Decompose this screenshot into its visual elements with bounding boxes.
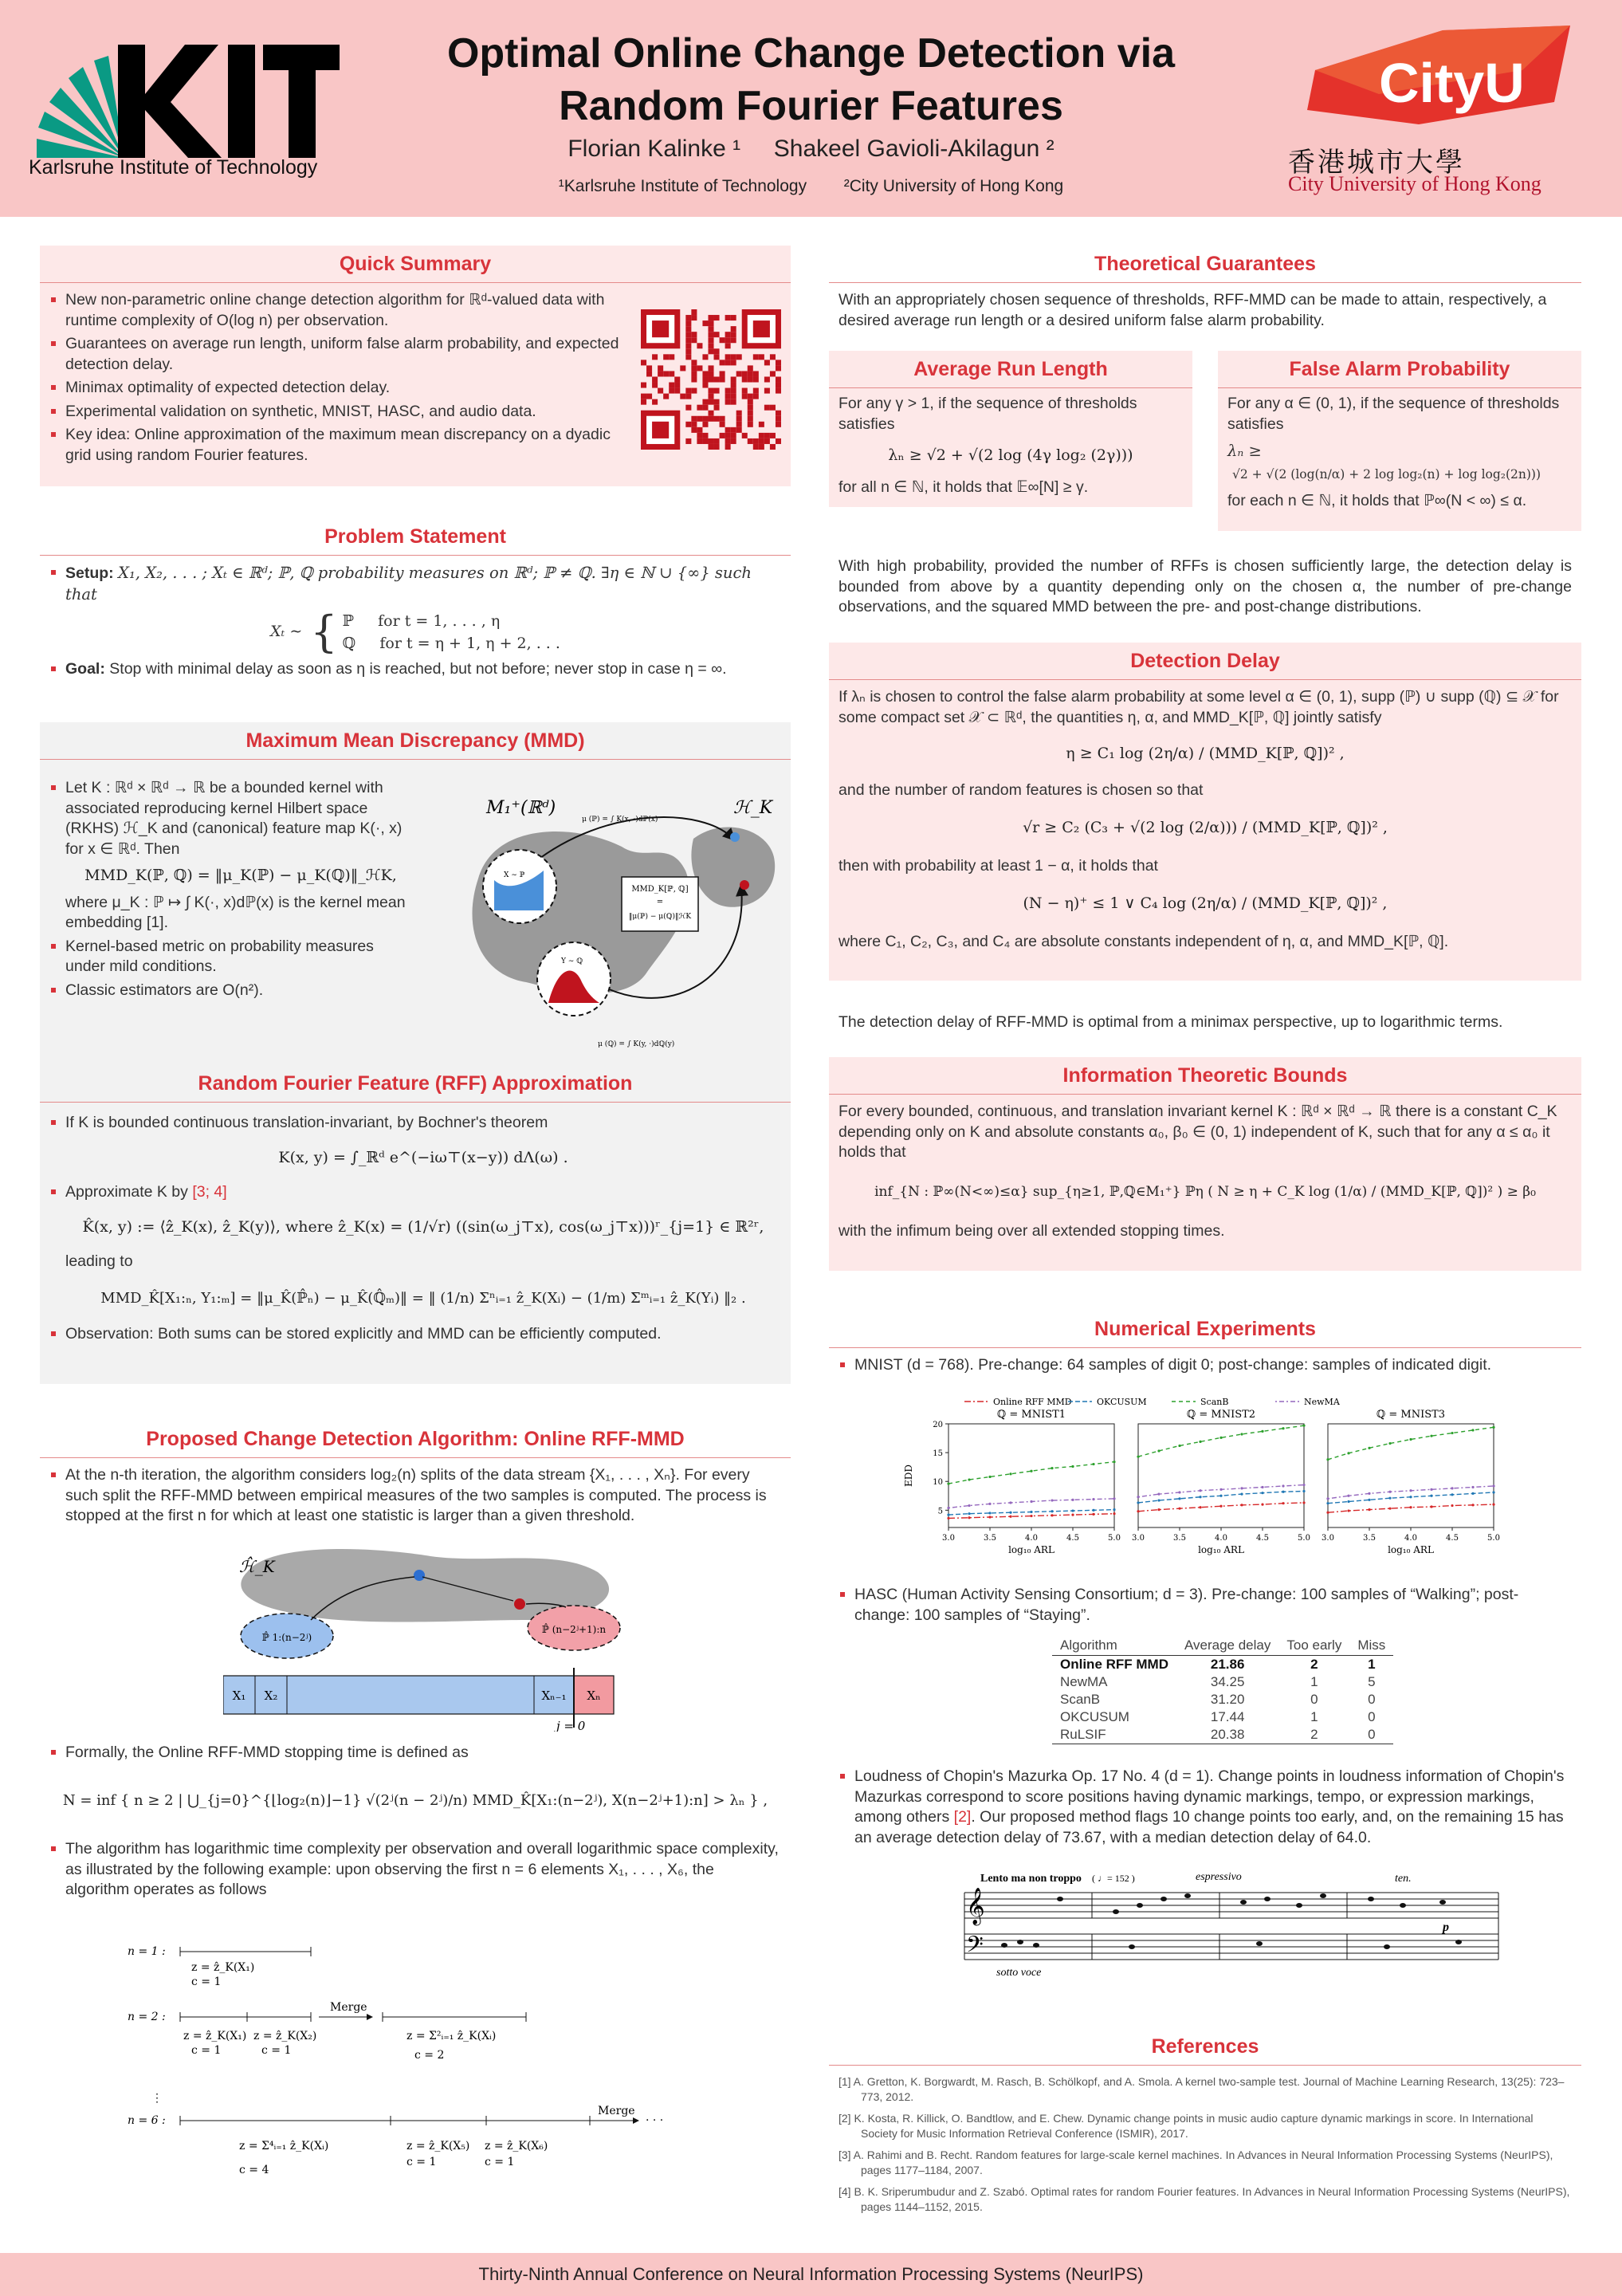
svg-text:z = Σ²ᵢ₌₁ ẑ_K(Xᵢ): z = Σ²ᵢ₌₁ ẑ_K(Xᵢ) [406, 2030, 497, 2042]
x-tick-label: 4.5 [1446, 1534, 1459, 1543]
svg-text:z = ẑ_K(X₁): z = ẑ_K(X₁) [191, 1961, 255, 1974]
rff-bullet-3: Observation: Both sums can be stored explicitly and MMD can be efficiently computed. [49, 1324, 781, 1345]
theory-panel [829, 246, 1581, 349]
table-cell: 21.86 [1210, 1657, 1245, 1672]
problem-title: Problem Statement [40, 518, 791, 556]
fig-box-line1: MMD_K[ℙ, ℚ] [631, 885, 689, 894]
svg-text:c = 1: c = 1 [191, 1976, 222, 1988]
svg-text:c = 1: c = 1 [261, 2044, 292, 2057]
delay-title: Detection Delay [829, 643, 1581, 680]
hasc-table-wrap [1052, 1636, 1393, 1744]
y-tick-label: 10 [933, 1478, 943, 1488]
data-point [1368, 1447, 1370, 1449]
fig-p-label: X ∼ ℙ [504, 871, 525, 879]
data-point [1051, 1467, 1053, 1469]
x-tick-label: 3.5 [1173, 1534, 1186, 1543]
svg-text:Merge: Merge [598, 2105, 635, 2117]
data-point [1219, 1495, 1222, 1497]
data-point [1368, 1499, 1370, 1501]
data-point [1302, 1425, 1305, 1427]
data-point [1113, 1461, 1115, 1463]
delay-after-text: The detection delay of RFF-MMD is optimal from a minimax perspective, up to logarithmic terms. [838, 1013, 1503, 1031]
theory-title: Theoretical Guarantees [829, 246, 1581, 283]
data-point [988, 1516, 991, 1518]
table-cell: Online RFF MMD [1060, 1657, 1168, 1672]
table-cell: 2 [1278, 1726, 1349, 1744]
data-point [1092, 1509, 1094, 1512]
data-point [968, 1478, 970, 1480]
data-point [1178, 1491, 1180, 1493]
data-point [1409, 1489, 1412, 1492]
arl-panel: Average Run Length For any γ > 1, if the sequence of thresholds satisfies λₙ ≥ √2 + √(2 log (4γ log₂ (2γ))) for all n ∈ ℕ, it holds that 𝔼∞[N] ≥ γ. [829, 351, 1192, 507]
reference-item: [3] A. Rahimi and B. Recht. Random features for large-scale kernel machines. In Advances in Neural Information Processing Systems (NeurIPS), pages 1177–1184, 2007. [838, 2149, 1553, 2176]
references-panel [829, 2028, 1581, 2219]
score-espressivo: espressivo [1196, 1871, 1242, 1883]
cityu-wordmark: CityU [1379, 52, 1525, 114]
x-tick-label: 3.5 [1363, 1534, 1376, 1543]
x-tick-label: 3.5 [984, 1534, 996, 1543]
data-point [1240, 1433, 1243, 1435]
data-point [968, 1516, 970, 1519]
data-point [1302, 1490, 1305, 1492]
rff-panel [40, 1065, 791, 1384]
table-cell: 1 [1368, 1657, 1376, 1672]
title-line-1: Optimal Online Change Detection via [446, 30, 1176, 77]
table-cell: 34.25 [1210, 1674, 1245, 1689]
svg-text:z = ẑ_K(X₆): z = ẑ_K(X₆) [485, 2140, 548, 2152]
data-point [1199, 1496, 1201, 1498]
score-tenuto: ten. [1395, 1873, 1412, 1885]
data-point [1388, 1497, 1391, 1500]
table-cell: 20.38 [1176, 1726, 1278, 1744]
y-tick-label: 5 [937, 1507, 943, 1516]
table-cell: 0 [1368, 1709, 1376, 1724]
table-header: Algorithm [1052, 1636, 1176, 1656]
algorithm-title: Proposed Change Detection Algorithm: Online RFF-MMD [40, 1421, 791, 1458]
theory-middle-text: With high probability, provided the number of RFFs is chosen sufficiently large, the detection delay is bounded from above by a quantity depending only on the chosen α, the number of pre-change observations, and the squared MMD between the pre- and post-change distributions. [838, 557, 1572, 615]
table-header: Miss [1349, 1636, 1393, 1656]
algo-bullet-2: Formally, the Online RFF-MMD stopping time is defined as [49, 1743, 781, 1763]
x-tick-label: 4.0 [1404, 1534, 1417, 1543]
data-point [1282, 1502, 1284, 1504]
data-point [1009, 1512, 1011, 1514]
x-axis-label: log₁₀ ARL [1008, 1544, 1054, 1555]
table-header: Average delay [1176, 1636, 1278, 1656]
data-point [1430, 1488, 1432, 1491]
data-point [1471, 1486, 1474, 1488]
x-tick-label: 4.0 [1025, 1534, 1038, 1543]
data-point [1030, 1515, 1032, 1517]
data-point [988, 1512, 991, 1514]
table-cell: 17.44 [1210, 1709, 1245, 1724]
x-tick-label: 5.0 [1298, 1534, 1310, 1543]
table-header: Too early [1278, 1636, 1349, 1656]
problem-equation: Xₜ ∼ { ℙ for t = 1, . . . , η ℚ for t = η + 1, η + 2, . . . [270, 607, 560, 657]
poster-title [383, 27, 1239, 132]
data-point [1368, 1492, 1370, 1495]
data-point [1030, 1470, 1032, 1472]
data-point [947, 1517, 949, 1520]
data-point [1282, 1427, 1284, 1429]
fig-box-line3: ‖μ(ℙ) − μ(ℚ)‖ℋK [628, 913, 692, 921]
qr-code [641, 309, 781, 450]
legend-label: NewMA [1304, 1397, 1340, 1407]
data-point [1388, 1442, 1391, 1445]
data-point [1347, 1500, 1349, 1503]
cityu-english-name: City University of Hong Kong [1288, 172, 1541, 195]
data-point [1137, 1501, 1139, 1504]
poster-header [0, 0, 1622, 217]
svg-text:c = 1: c = 1 [191, 2044, 222, 2057]
algo-figure [223, 1540, 701, 1732]
data-point [947, 1507, 949, 1509]
data-point [1368, 1508, 1370, 1511]
chopin-bullet: Loudness of Chopin's Mazurka Op. 17 No. 4 (d = 1). Change points in loudness information of Chopin's Mazurkas correspond to score positions having dynamic markings, tempo, or expression markings, among others [2]. Our proposed method flags 10 change points too early, and, on the remaining 15 has an average detection delay of 73.67, with a median detection delay of 64.0. [838, 1767, 1572, 1848]
mmd-figure [462, 791, 781, 1054]
data-point [1240, 1493, 1243, 1496]
mmd-bullet-1: Let K : ℝᵈ × ℝᵈ → ℝ be a bounded kernel with associated reproducing kernel Hilbert space (RKHS) ℋ_K and (canonical) feature map K(·, x) for x ∈ ℝᵈ. Then MMD_K(ℙ, ℚ) = ‖μ_K(ℙ) − μ_K(ℚ)‖_ℋK, where μ_K : ℙ ↦ ∫ K(·, x)dℙ(x) is the kernel mean embedding [1]. [49, 778, 416, 934]
data-point [1326, 1502, 1329, 1504]
data-point [1113, 1512, 1115, 1515]
data-point [1451, 1487, 1453, 1489]
data-point [1178, 1508, 1180, 1510]
footer-conference: Thirty-Ninth Annual Conference on Neural Information Processing Systems (NeurIPS) [0, 2253, 1622, 2296]
x-tick-label: 4.0 [1215, 1534, 1227, 1543]
score-tempo: Lento ma non troppo [980, 1873, 1082, 1885]
data-point [1492, 1484, 1494, 1487]
data-point [1261, 1430, 1263, 1433]
svg-text:n = 6 :: n = 6 : [128, 2114, 166, 2127]
data-point [1347, 1452, 1349, 1454]
table-row [1052, 1708, 1393, 1726]
data-point [1409, 1506, 1412, 1508]
table-cell: 31.20 [1210, 1692, 1245, 1707]
rff-bullet-2: Approximate K by [3; 4] K̂(x, y) := ⟨ẑ_K(x), ẑ_K(y)⟩, where ẑ_K(x) = (1/√r) ((sin(ω_j⊤x), cos(ω_j⊤x)))ʳ_{j=1} ∈ ℝ²ʳ, leading to MMD_K̂[X₁:ₙ, Y₁:ₘ] = ‖μ_K̂(ℙ̂ₙ) − μ_K̂(ℚ̂ₘ)‖ = ‖ (1/n) Σⁿᵢ₌₁ ẑ_K(Xᵢ) − (1/m) Σᵐᵢ₌₁ ẑ_K(Yᵢ) ‖₂ . [49, 1182, 781, 1308]
data-point [1199, 1489, 1201, 1492]
data-point [1051, 1510, 1053, 1512]
algo-example-figure [128, 1931, 701, 2194]
fig-cell-1: X₁ [232, 1689, 246, 1703]
svg-text:c = 1: c = 1 [406, 2156, 437, 2168]
data-point [1092, 1463, 1094, 1465]
data-point [1157, 1449, 1160, 1452]
data-point [988, 1503, 991, 1505]
data-point [1471, 1504, 1474, 1506]
data-point [1430, 1505, 1432, 1508]
table-cell: ScanB [1060, 1692, 1101, 1707]
data-point [1326, 1512, 1329, 1514]
table-cell: 2 [1310, 1657, 1318, 1672]
quick-summary-bullet: Minimax optimality of expected detection delay. [49, 378, 631, 399]
reference-item: [1] A. Gretton, K. Borgwardt, M. Rasch, B. Schölkopf, and A. Smola. A kernel two-sample test. Journal of Machine Learning Research, 13(25): 723–773, 2012. [838, 2075, 1565, 2103]
data-point [1199, 1506, 1201, 1508]
svg-text:z = ẑ_K(X₂): z = ẑ_K(X₂) [253, 2030, 317, 2042]
data-point [1092, 1498, 1094, 1500]
score-sotto-voce: sotto voce [996, 1967, 1042, 1979]
fap-panel: False Alarm Probability For any α ∈ (0, 1), if the sequence of thresholds satisfies λₙ ≥ √2 + √(2 (log(n/α) + 2 log log₂(n) + log log₂(2n))) for each n ∈ ℕ, it holds that ℙ∞(N < ∞) ≤ α. [1218, 351, 1581, 531]
kit-name: Karlsruhe Institute of Technology [29, 156, 318, 179]
mmd-title: Maximum Mean Discrepancy (MMD) [40, 722, 791, 760]
fig-cell-n: Xₙ [587, 1689, 601, 1703]
data-point [1471, 1429, 1474, 1431]
mnist-chart [901, 1392, 1506, 1575]
data-point [1261, 1486, 1263, 1488]
delay-panel: Detection Delay If λₙ is chosen to control the false alarm probability at some level α ∈ (0, 1), supp (ℙ) ∪ supp (ℚ) ⊆ 𝒳 for some compact set 𝒳 ⊂ ℝᵈ, the quantities η, α, and MMD_K[ℙ, ℚ] jointly satisfy η ≥ C₁ log (2η/α) / (MMD_K[ℙ, ℚ])² , and the number of random features is chosen so that √r ≥ C₂ (C₃ + √(2 log (2/α))) / (MMD_K[ℙ, ℚ])² , then with probability at least 1 − α, it holds that (N − η)⁺ ≤ 1 ∨ C₄ log (2η/α) / (MMD_K[ℙ, ℚ])² , where C₁, C₂, C₃, and C₄ are absolute constants independent of η, α, and MMD_K[ℙ, ℚ]. [829, 643, 1581, 981]
fig-cell-2: X₂ [264, 1689, 278, 1703]
mmd-bullet-2: Kernel-based metric on probability measures under mild conditions. [49, 937, 416, 977]
quick-summary-bullet: Experimental validation on synthetic, MNIST, HASC, and audio data. [49, 402, 631, 423]
x-tick-label: 3.0 [942, 1534, 955, 1543]
data-point [1219, 1437, 1222, 1439]
svg-text:c = 2: c = 2 [414, 2049, 445, 2062]
table-cell: NewMA [1060, 1674, 1108, 1689]
svg-text:z = ẑ_K(X₅): z = ẑ_K(X₅) [406, 2140, 470, 2152]
algorithm-panel [40, 1421, 791, 2234]
svg-text:z = ẑ_K(X₁): z = ẑ_K(X₁) [183, 2030, 247, 2042]
arl-title: Average Run Length [829, 351, 1192, 388]
data-point [1240, 1504, 1243, 1506]
fig-cell-n-1: Xₙ₋₁ [541, 1689, 567, 1703]
svg-text:⋮: ⋮ [151, 2092, 163, 2105]
table-cell: OKCUSUM [1060, 1709, 1129, 1724]
table-cell: 0 [1368, 1692, 1376, 1707]
y-tick-label: 15 [933, 1449, 943, 1459]
data-point [1051, 1514, 1053, 1516]
svg-text:𝄞: 𝄞 [966, 1888, 985, 1924]
fig-top-map: μ (ℙ) = ∫ K(x, ·)dℙ(x) [582, 816, 658, 824]
references-title: References [829, 2028, 1581, 2066]
fig-p-right: ℙ̂ (n−2ʲ+1):n [541, 1624, 607, 1635]
theory-intro: With an appropriately chosen sequence of thresholds, RFF-MMD can be made to attain, respectively, a desired average run length or a desired uniform false alarm probability. [838, 291, 1547, 329]
svg-text:z = Σ⁴ᵢ₌₁ ẑ_K(Xᵢ): z = Σ⁴ᵢ₌₁ ẑ_K(Xᵢ) [239, 2140, 329, 2152]
table-cell: RuLSIF [1052, 1726, 1176, 1744]
data-point [1219, 1505, 1222, 1508]
setup-bullet: Setup: X₁, X₂, . . . ; Xₜ ∈ ℝᵈ; ℙ, ℚ probability measures on ℝᵈ; ℙ ≠ ℚ. ∃η ∈ ℕ ∪ {∞} such that [49, 563, 781, 605]
data-point [1388, 1508, 1391, 1510]
goal-bullet: Goal: Stop with minimal delay as soon as η is reached, but not before; never stop in case η = ∞. [49, 659, 781, 680]
data-point [1492, 1491, 1494, 1493]
svg-text:n = 2 :: n = 2 : [128, 2011, 166, 2023]
data-point [1092, 1513, 1094, 1516]
chopin-score [948, 1869, 1506, 1980]
reference-item: [2] K. Kosta, R. Killick, O. Bandtlow, and E. Chew. Dynamic change points in music audio capture dynamic markings in score. In International Society for Music Information Retrieval Conference (ISMIR), 2017. [838, 2112, 1534, 2140]
data-point [1030, 1500, 1032, 1503]
fig-hk-label: ℋ̂_K [239, 1557, 275, 1576]
data-point [1347, 1495, 1349, 1497]
y-tick-label: 20 [933, 1421, 943, 1429]
data-point [1492, 1504, 1494, 1506]
table-row [1052, 1656, 1393, 1674]
info-title: Information Theoretic Bounds [829, 1057, 1581, 1095]
data-point [1492, 1426, 1494, 1429]
panel-frame [1138, 1424, 1304, 1527]
data-point [1071, 1465, 1074, 1468]
data-point [1009, 1472, 1011, 1475]
data-point [1137, 1456, 1139, 1458]
fap-title: False Alarm Probability [1218, 351, 1581, 388]
algo-bullet-1: At the n-th iteration, the algorithm considers log₂(n) splits of the data stream {X₁, . . . , Xₙ}. For every such split the RFF-MMD between empirical measures of the two samples is computed. The process is stopped at the first n for which at least one statistic is larger than a given threshold. [49, 1465, 781, 1527]
data-point [1157, 1499, 1160, 1501]
table-row [1052, 1691, 1393, 1708]
data-point [1302, 1484, 1305, 1486]
table-cell: 1 [1310, 1709, 1318, 1724]
table-row [1052, 1673, 1393, 1691]
quick-summary-bullet: Key idea: Online approximation of the maximum mean discrepancy on a dyadic grid using random Fourier features. [49, 425, 631, 466]
mmd-panel [40, 722, 791, 1068]
data-point [1113, 1497, 1115, 1500]
experiments-panel [829, 1311, 1581, 1988]
data-point [1388, 1491, 1391, 1493]
data-point [1030, 1511, 1032, 1513]
rff-title: Random Fourier Feature (RFF) Approximation [40, 1065, 791, 1103]
fig-j-label: j = 0 [556, 1719, 586, 1732]
reference-item: [4] B. K. Sriperumbudur and Z. Szabó. Optimal rates for random Fourier features. In Advances in Neural Information Processing Systems (NeurIPS), pages 1144–1152, 2015. [838, 2185, 1570, 2213]
data-point [1347, 1509, 1349, 1512]
problem-statement-panel [40, 518, 791, 686]
score-piano-mark: p [1443, 1921, 1449, 1934]
fig-bottom-map: μ (ℚ) = ∫ K(y, ·)dℚ(y) [598, 1040, 675, 1048]
data-point [1471, 1492, 1474, 1495]
data-point [1137, 1510, 1139, 1512]
fig-left-label: M₁⁺(ℝᵈ) [486, 798, 556, 818]
data-point [988, 1476, 991, 1478]
data-point [1302, 1501, 1305, 1504]
references-list [838, 2074, 1572, 2221]
cityu-chinese-name: 香港城市大學 [1288, 147, 1465, 179]
fig-right-label: ℋ_K [733, 798, 773, 818]
svg-text:c = 1: c = 1 [485, 2156, 515, 2168]
x-tick-label: 3.0 [1322, 1534, 1334, 1543]
data-point [1071, 1514, 1074, 1516]
algo-bullet-3: The algorithm has logarithmic time complexity per observation and overall logarithmic space complexity, as illustrated by the following example: upon observing the first n = 6 elements X₁, . . . , X₆, the algorithm operates as follows [49, 1839, 781, 1901]
svg-text:n = 1 :: n = 1 : [128, 1945, 166, 1958]
table-row [1052, 1726, 1393, 1744]
x-tick-label: 4.5 [1066, 1534, 1079, 1543]
data-point [1178, 1445, 1180, 1447]
score-metronome: ( ♩= 152 ) [1092, 1873, 1135, 1884]
title-line-2: Random Fourier Features [559, 83, 1063, 129]
svg-text:· · ·: · · · [646, 2114, 664, 2127]
quick-summary-title: Quick Summary [40, 246, 791, 283]
data-point [1409, 1438, 1412, 1441]
quick-summary-list [49, 290, 631, 466]
x-axis-label: log₁₀ ARL [1388, 1544, 1434, 1555]
cityu-logo [1283, 22, 1586, 126]
table-cell: 1 [1310, 1674, 1318, 1689]
x-tick-label: 3.0 [1132, 1534, 1145, 1543]
data-point [1430, 1495, 1432, 1497]
hasc-bullet: HASC (Human Activity Sensing Consortium; d = 3). Pre-change: 100 samples of “Walking”; post-change: 100 samples of “Staying”. [838, 1585, 1572, 1626]
table-cell: 0 [1310, 1692, 1318, 1707]
info-panel: Information Theoretic Bounds For every bounded, continuous, and translation invariant kernel K : ℝᵈ × ℝᵈ → ℝ there is a constant C_K depending only on K and absolute constants α₀, β₀ ∈ (0, 1) independent of K, such that for any α ≤ α₀ it holds that inf_{N : ℙ∞(N<∞)≤α} sup_{η≥1, ℙ,ℚ∈M₁⁺} ℙη ( N ≥ η + C_K log (1/α) / (MMD_K[ℙ, ℚ])² ) ≥ β₀ with the infimum being over all extended stopping times. [829, 1057, 1581, 1271]
data-point [968, 1504, 970, 1507]
data-point [1326, 1458, 1329, 1461]
data-point [1009, 1501, 1011, 1504]
affiliations: ¹Karlsruhe Institute of Technology ²City University of Hong Kong [558, 177, 1064, 195]
data-point [1071, 1499, 1074, 1501]
fig-p-left: ℙ̂ 1:(n−2ʲ) [261, 1632, 312, 1643]
data-point [1326, 1497, 1329, 1500]
quick-summary-panel [40, 246, 791, 486]
quick-summary-bullet: Guarantees on average run length, uniform false alarm probability, and expected detection delay. [49, 334, 631, 375]
data-point [1282, 1491, 1284, 1493]
data-point [1240, 1487, 1243, 1489]
legend-label: Online RFF MMD [993, 1397, 1072, 1407]
legend-label: OKCUSUM [1097, 1397, 1147, 1407]
data-point [1451, 1493, 1453, 1496]
hasc-results-table [1052, 1636, 1393, 1744]
data-point [1199, 1441, 1201, 1443]
table-cell: 5 [1368, 1674, 1376, 1689]
rff-bullet-1: If K is bounded continuous translation-invariant, by Bochner's theorem K(x, y) = ∫_ℝᵈ e^(−iω⊤(x−y)) dΛ(ω) . [49, 1113, 781, 1168]
svg-text:𝄢: 𝄢 [966, 1933, 984, 1963]
x-tick-label: 4.5 [1256, 1534, 1269, 1543]
data-point [1261, 1492, 1263, 1494]
data-point [1409, 1496, 1412, 1498]
table-cell: 0 [1349, 1726, 1393, 1744]
data-point [1071, 1509, 1074, 1512]
mnist-bullet: MNIST (d = 768). Pre-change: 64 samples of digit 0; post-change: samples of indicated digit. [838, 1355, 1572, 1376]
stopping-time-equation: N = inf { n ≥ 2 | ⋃_{j=0}^{⌊log₂(n)⌋−1} √(2ʲ(n − 2ʲ)/n) MMD_K̂[X₁:(n−2ʲ), X(n−2ʲ+1):n] > λₙ } , [62, 1791, 768, 1809]
x-axis-label: log₁₀ ARL [1198, 1544, 1244, 1555]
mmd-bullet-3: Classic estimators are O(n²). [49, 981, 416, 1001]
x-tick-label: 5.0 [1487, 1534, 1500, 1543]
data-point [1157, 1493, 1160, 1496]
y-axis-label: EDD [903, 1464, 914, 1488]
data-point [947, 1514, 949, 1516]
panel-title: ℚ = MNIST1 [996, 1409, 1066, 1421]
svg-text:Merge: Merge [330, 2001, 367, 2014]
data-point [968, 1512, 970, 1515]
data-point [947, 1483, 949, 1485]
data-point [1009, 1516, 1011, 1518]
quick-summary-bullet: New non-parametric online change detection algorithm for ℝᵈ-valued data with runtime complexity of O(log n) per observation. [49, 290, 631, 331]
data-point [1261, 1504, 1263, 1506]
panel-title: ℚ = MNIST3 [1376, 1409, 1446, 1421]
x-tick-label: 5.0 [1108, 1534, 1121, 1543]
data-point [1137, 1496, 1139, 1498]
data-point [1451, 1432, 1453, 1434]
data-point [1282, 1484, 1284, 1487]
data-point [1430, 1435, 1432, 1437]
svg-text:c = 4: c = 4 [239, 2164, 269, 2176]
fig-q-label: Y ∼ ℚ [561, 957, 583, 965]
data-point [1178, 1497, 1180, 1500]
data-point [1219, 1488, 1222, 1491]
authors: Florian Kalinke ¹ Shakeel Gavioli-Akilagun ² [568, 136, 1054, 162]
data-point [1451, 1504, 1453, 1507]
data-point [1113, 1508, 1115, 1511]
fig-box-line2: = [656, 898, 664, 906]
data-point [1051, 1499, 1053, 1501]
panel-title: ℚ = MNIST2 [1186, 1409, 1256, 1421]
experiments-title: Numerical Experiments [829, 1311, 1581, 1348]
data-point [1157, 1508, 1160, 1511]
legend-label: ScanB [1200, 1397, 1229, 1407]
